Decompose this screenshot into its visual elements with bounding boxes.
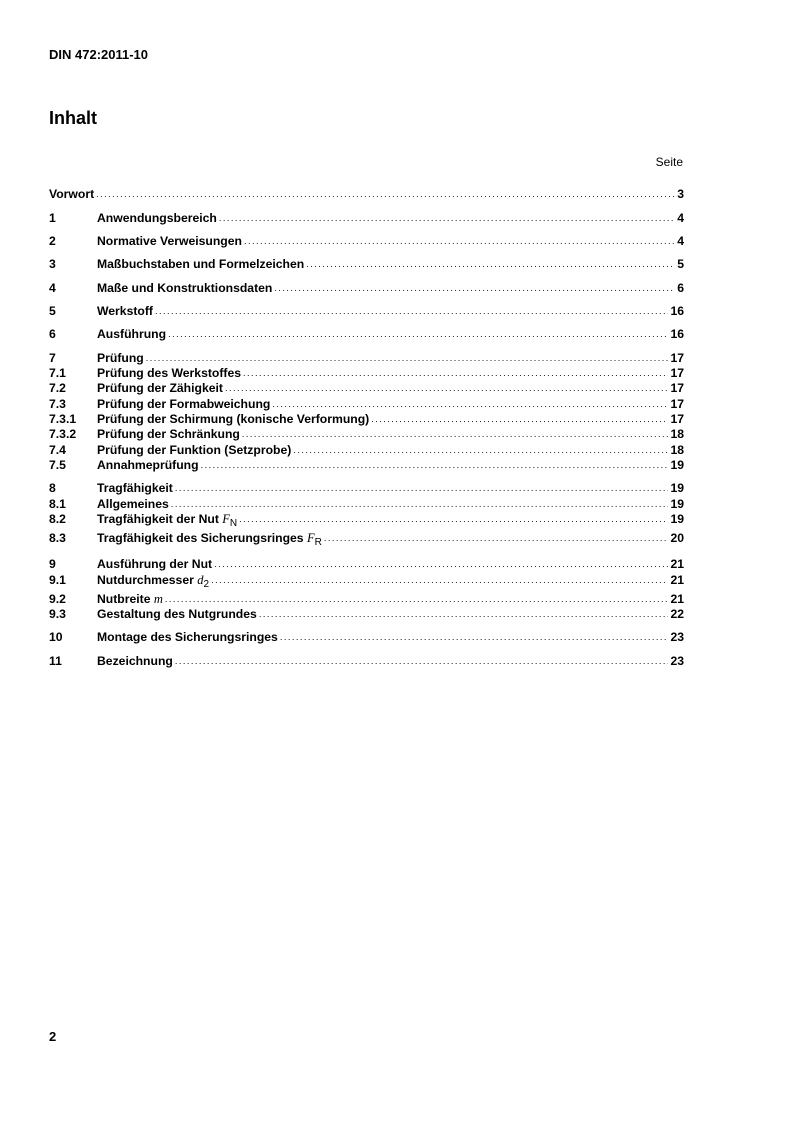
toc-entry-page: 16 bbox=[670, 304, 684, 318]
toc-entry-number: 9 bbox=[49, 557, 56, 571]
page-number: 2 bbox=[49, 1029, 57, 1044]
toc-entry[interactable] bbox=[49, 187, 684, 202]
toc-entry-number: 11 bbox=[49, 654, 62, 668]
dot-leader bbox=[272, 397, 668, 412]
dot-leader bbox=[168, 327, 668, 342]
toc-entry[interactable] bbox=[49, 257, 684, 272]
toc-entry-title: Prüfung der Schirmung (konische Verformung) bbox=[97, 412, 370, 426]
toc-entry[interactable] bbox=[49, 592, 684, 607]
toc-entry-title: Anwendungsbereich bbox=[97, 211, 217, 225]
toc-entry-page: 4 bbox=[677, 234, 684, 248]
toc-entry-number: 5 bbox=[49, 304, 56, 318]
toc-entry-title: Maße und Konstruktionsdaten bbox=[97, 281, 273, 295]
dot-leader bbox=[171, 497, 669, 512]
toc-entry-title: Prüfung bbox=[97, 351, 144, 365]
toc-entry-title: Bezeichnung bbox=[97, 654, 173, 668]
toc-entry-number: 3 bbox=[49, 257, 56, 271]
dot-leader bbox=[155, 304, 668, 319]
toc-entry-page: 6 bbox=[677, 281, 684, 295]
formula-subscript: N bbox=[229, 518, 238, 529]
page-column-label: Seite bbox=[655, 155, 683, 169]
toc-entry-title: Gestaltung des Nutgrundes bbox=[97, 607, 257, 621]
toc-entry-number: 10 bbox=[49, 630, 63, 644]
toc-entry-page: 21 bbox=[670, 592, 684, 606]
toc-entry-page: 18 bbox=[670, 443, 684, 457]
toc-entry-title: Allgemeines bbox=[97, 497, 169, 511]
dot-leader bbox=[324, 531, 669, 546]
formula-subscript: 2 bbox=[203, 579, 210, 590]
toc-entry[interactable] bbox=[49, 531, 684, 546]
toc-entry-number: 9.2 bbox=[49, 592, 66, 606]
toc-entry[interactable] bbox=[49, 557, 684, 572]
dot-leader bbox=[225, 381, 668, 396]
dot-leader bbox=[165, 592, 669, 607]
toc-entry-page: 19 bbox=[670, 512, 684, 526]
page-title: Inhalt bbox=[49, 108, 97, 128]
formula-symbol: F bbox=[306, 531, 315, 545]
dot-leader bbox=[211, 573, 668, 588]
dot-leader bbox=[175, 481, 669, 496]
toc-entry-number: 4 bbox=[49, 281, 56, 295]
toc-entry-number: 8 bbox=[49, 481, 56, 495]
toc-entry-page: 22 bbox=[670, 607, 684, 621]
toc-entry-page: 17 bbox=[670, 366, 684, 380]
toc-entry[interactable] bbox=[49, 397, 684, 412]
dot-leader bbox=[219, 211, 675, 226]
toc-entry[interactable] bbox=[49, 443, 684, 458]
toc-entry-title: Maßbuchstaben und Formelzeichen bbox=[97, 257, 305, 271]
toc-entry-title: Montage des Sicherungsringes bbox=[97, 630, 278, 644]
toc-entry-number: 7.1 bbox=[49, 366, 66, 380]
toc-entry[interactable] bbox=[49, 327, 684, 342]
dot-leader bbox=[242, 427, 669, 442]
toc-entry[interactable] bbox=[49, 281, 684, 296]
toc-entry[interactable] bbox=[49, 654, 684, 669]
toc-entry[interactable] bbox=[49, 366, 684, 381]
toc-entry-title: Tragfähigkeit des Sicherungsringes $F_R$ bbox=[97, 531, 322, 548]
toc-entry-number: 7.3.2 bbox=[49, 427, 77, 441]
toc-entry-title: Ausführung bbox=[97, 327, 167, 341]
toc-entry-page: 16 bbox=[670, 327, 684, 341]
toc-entry-page: 17 bbox=[670, 412, 684, 426]
toc-entry-number: 7.3.1 bbox=[49, 412, 77, 426]
toc-entry[interactable] bbox=[49, 412, 684, 427]
toc-entry-page: 23 bbox=[670, 654, 684, 668]
formula-symbol: F bbox=[222, 512, 230, 526]
toc-entry-title: Nutdurchmesser $d_2$ bbox=[97, 573, 210, 590]
toc-entry-number: 7 bbox=[49, 351, 56, 365]
toc-entry-title: Tragfähigkeit der Nut $F_N$ bbox=[97, 512, 238, 529]
dot-leader bbox=[214, 557, 668, 572]
toc-entry-page: 19 bbox=[670, 458, 684, 472]
toc-entry-page: 21 bbox=[670, 573, 684, 587]
toc-entry-page: 19 bbox=[670, 497, 684, 511]
toc-entry-number: 7.2 bbox=[49, 381, 66, 395]
dot-leader bbox=[274, 281, 675, 296]
toc-entry-title: Prüfung des Werkstoffes bbox=[97, 366, 242, 380]
toc-entry[interactable] bbox=[49, 304, 684, 319]
toc-entry[interactable] bbox=[49, 512, 684, 527]
dot-leader bbox=[201, 458, 669, 473]
toc-entry-number: 1 bbox=[49, 211, 56, 225]
dot-leader bbox=[239, 512, 668, 527]
toc-entry[interactable] bbox=[49, 630, 684, 645]
toc-entry-page: 20 bbox=[670, 531, 684, 545]
toc-entry-page: 21 bbox=[670, 557, 684, 571]
toc-entry-page: 17 bbox=[670, 397, 684, 411]
toc-entry-page: 23 bbox=[670, 630, 684, 644]
toc-entry-number: 8.1 bbox=[49, 497, 66, 511]
dot-leader bbox=[306, 257, 675, 272]
formula-symbol: d bbox=[197, 573, 204, 587]
toc-entry[interactable] bbox=[49, 497, 684, 512]
toc-entry-number: 6 bbox=[49, 327, 56, 341]
toc-entry[interactable] bbox=[49, 234, 684, 249]
toc-entry-title: Prüfung der Schränkung bbox=[97, 427, 240, 441]
toc-entry-title: Prüfung der Zähigkeit bbox=[97, 381, 223, 395]
toc-entry[interactable] bbox=[49, 573, 684, 588]
toc-entry-title: Tragfähigkeit bbox=[97, 481, 173, 495]
toc-entry-title: Normative Verweisungen bbox=[97, 234, 242, 248]
dot-leader bbox=[243, 366, 668, 381]
document-id: DIN 472:2011-10 bbox=[49, 47, 149, 62]
toc-entry-title: Prüfung der Funktion (Setzprobe) bbox=[97, 443, 292, 457]
toc-entry[interactable] bbox=[49, 211, 684, 226]
toc-entry-page: 19 bbox=[670, 481, 684, 495]
toc-entry-page: 18 bbox=[670, 427, 684, 441]
toc-entry[interactable] bbox=[49, 481, 684, 496]
dot-leader bbox=[280, 630, 669, 645]
toc-entry-number: 7.5 bbox=[49, 458, 66, 472]
toc-entry-number: 9.3 bbox=[49, 607, 66, 621]
toc-entry-title: Annahmeprüfung bbox=[97, 458, 199, 472]
toc-entry-number: 2 bbox=[49, 234, 56, 248]
toc-entry-number: 9.1 bbox=[49, 573, 66, 587]
dot-leader bbox=[259, 607, 669, 622]
toc-entry-page: 17 bbox=[670, 351, 684, 365]
toc-entry-title: Vorwort bbox=[49, 187, 95, 201]
dot-leader bbox=[293, 443, 668, 458]
dot-leader bbox=[371, 412, 668, 427]
toc-entry[interactable] bbox=[49, 607, 684, 622]
dot-leader bbox=[146, 351, 669, 366]
toc-entry[interactable] bbox=[49, 427, 684, 442]
dot-leader bbox=[244, 234, 675, 249]
dot-leader bbox=[96, 187, 675, 202]
formula-subscript: R bbox=[314, 537, 322, 548]
toc-entry-number: 7.4 bbox=[49, 443, 66, 457]
toc-entry-page: 5 bbox=[677, 257, 684, 271]
toc-entry[interactable] bbox=[49, 351, 684, 366]
dot-leader bbox=[175, 654, 669, 669]
toc-entry-number: 7.3 bbox=[49, 397, 66, 411]
toc-entry-number: 8.3 bbox=[49, 531, 66, 545]
toc-entry-page: 17 bbox=[670, 381, 684, 395]
toc-entry[interactable] bbox=[49, 458, 684, 473]
toc-entry-title: Ausführung der Nut bbox=[97, 557, 213, 571]
toc-entry-title: Nutbreite m bbox=[97, 592, 163, 606]
toc-entry-title: Werkstoff bbox=[97, 304, 153, 318]
toc-entry-title: Prüfung der Formabweichung bbox=[97, 397, 271, 411]
toc-entry-page: 4 bbox=[677, 211, 684, 225]
toc-entry[interactable] bbox=[49, 381, 684, 396]
toc-entry-page: 3 bbox=[677, 187, 684, 201]
formula-symbol: m bbox=[153, 592, 163, 606]
toc-entry-number: 8.2 bbox=[49, 512, 66, 526]
